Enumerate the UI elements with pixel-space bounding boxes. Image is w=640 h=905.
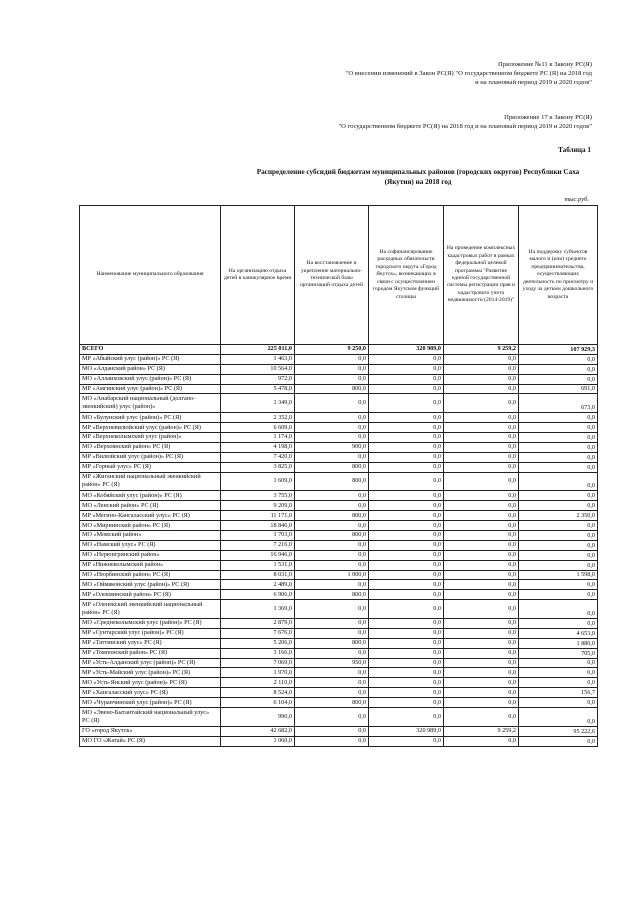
facility-restoration-cell: 0,0 [295, 550, 369, 560]
municipality-name-cell: МР «Таттинский улус» РС (Я) [80, 638, 221, 648]
capital-functions-cell: 0,0 [369, 590, 444, 600]
sme-childcare-cell: 0,0 [519, 501, 598, 511]
children-rest-cell: 972,0 [221, 374, 295, 384]
capital-functions-cell: 0,0 [369, 433, 444, 443]
table-row [80, 501, 598, 511]
children-rest-cell: 4 198,0 [221, 442, 295, 452]
table-row [80, 354, 598, 364]
municipality-name-cell: МР «Усть-Алданский улус (район)» РС (Я) [80, 658, 221, 668]
cadastral-works-cell: 0,0 [444, 658, 519, 668]
capital-functions-cell: 0,0 [369, 394, 444, 413]
facility-restoration-cell: 0,0 [295, 580, 369, 590]
header-line: Приложение №11 к Закону РС(Я) [498, 61, 592, 68]
capital-functions-cell: 0,0 [369, 423, 444, 433]
sme-childcare-cell: 0,0 [519, 540, 598, 550]
sme-childcare-cell: 691,0 [519, 384, 598, 394]
table-row [80, 560, 598, 570]
facility-restoration-cell: 800,0 [295, 590, 369, 600]
capital-functions-cell: 0,0 [369, 452, 444, 462]
cadastral-works-cell: 0,0 [444, 501, 519, 511]
appendix-17-header [338, 113, 592, 131]
cadastral-works-cell: 0,0 [444, 384, 519, 394]
facility-restoration-cell: 0,0 [295, 433, 369, 443]
sme-childcare-cell: 673,0 [519, 394, 598, 413]
children-rest-cell: 7 420,0 [221, 452, 295, 462]
table-row [80, 433, 598, 443]
facility-restoration-cell: 0,0 [295, 726, 369, 736]
children-rest-cell: 2 352,0 [221, 413, 295, 423]
facility-restoration-cell: 800,0 [295, 698, 369, 708]
municipality-name-cell: МО «Мирнинский район» РС (Я) [80, 521, 221, 531]
cadastral-works-cell: 0,0 [444, 521, 519, 531]
table-row [80, 580, 598, 590]
children-rest-cell: 2 879,0 [221, 618, 295, 628]
sme-childcare-cell: 0,0 [519, 354, 598, 364]
facility-restoration-cell: 800,0 [295, 472, 369, 491]
table-row [80, 618, 598, 628]
appendix-11-header [346, 60, 592, 87]
cadastral-works-cell: 0,0 [444, 628, 519, 638]
facility-restoration-cell: 800,0 [295, 511, 369, 521]
column-header-sme-childcare: На поддержку субъектов малого и (или) среднего предпринимательства, осуществляющих деятельность по присмотру и уходу за детьми дошкольного возраста [519, 206, 598, 345]
cadastral-works-cell: 0,0 [444, 618, 519, 628]
table-body [80, 345, 598, 747]
sme-childcare-cell: 0,0 [519, 472, 598, 491]
facility-restoration-cell: 0,0 [295, 491, 369, 501]
capital-functions-cell: 0,0 [369, 560, 444, 570]
cadastral-works-cell: 0,0 [444, 452, 519, 462]
sme-childcare-cell: 0,0 [519, 491, 598, 501]
cadastral-works-cell: 0,0 [444, 736, 519, 746]
column-header-facility-restoration: На восстановление и укрепление материально-технической базы организаций отдыха детей [295, 206, 369, 345]
children-rest-cell: 2 110,0 [221, 678, 295, 688]
capital-functions-cell: 0,0 [369, 698, 444, 708]
table-row [80, 472, 598, 491]
facility-restoration-cell: 950,0 [295, 658, 369, 668]
sme-childcare-cell: 0,0 [519, 550, 598, 560]
children-rest-cell: 10 564,0 [221, 364, 295, 374]
sme-childcare-cell: 0,0 [519, 442, 598, 452]
capital-functions-cell: 0,0 [369, 658, 444, 668]
children-rest-cell: 1 060,0 [221, 736, 295, 746]
facility-restoration-cell: 0,0 [295, 678, 369, 688]
total-row [80, 345, 598, 355]
cadastral-works-cell: 0,0 [444, 462, 519, 472]
table-row [80, 511, 598, 521]
facility-restoration-cell: 0,0 [295, 521, 369, 531]
capital-functions-cell: 0,0 [369, 540, 444, 550]
table-row [80, 442, 598, 452]
column-header-municipality: Наименование муниципального образования [80, 206, 221, 345]
capital-functions-cell: 0,0 [369, 442, 444, 452]
table-row [80, 736, 598, 746]
facility-restoration-cell: 0,0 [295, 423, 369, 433]
table-row [80, 540, 598, 550]
facility-restoration-cell: 0,0 [295, 600, 369, 619]
cadastral-works-cell: 0,0 [444, 540, 519, 550]
children-rest-cell: 1 703,0 [221, 530, 295, 540]
municipality-name-cell: МР «Вилюйский улус (район)» РС (Я) [80, 452, 221, 462]
municipality-name-cell: ГО «город Якутск» [80, 726, 221, 736]
children-rest-cell: 6 906,0 [221, 590, 295, 600]
facility-restoration-cell: 0,0 [295, 540, 369, 550]
table-row [80, 413, 598, 423]
capital-functions-cell: 0,0 [369, 374, 444, 384]
table-row [80, 600, 598, 619]
municipality-name-cell: МР «Нижнеколымский район» [80, 560, 221, 570]
facility-restoration-cell: 0,0 [295, 648, 369, 658]
children-rest-cell: 7 069,0 [221, 658, 295, 668]
unit-label: тыс.руб. [564, 196, 589, 203]
cadastral-works-cell: 0,0 [444, 668, 519, 678]
cadastral-works-cell: 0,0 [444, 708, 519, 727]
table-row [80, 628, 598, 638]
children-rest-cell: 3 166,0 [221, 648, 295, 658]
capital-functions-cell: 0,0 [369, 354, 444, 364]
cadastral-works-cell: 0,0 [444, 648, 519, 658]
sme-childcare-cell: 0,0 [519, 658, 598, 668]
children-rest-cell: 5 206,0 [221, 638, 295, 648]
table-row [80, 678, 598, 688]
facility-restoration-cell: 0,0 [295, 374, 369, 384]
sme-childcare-cell: 0,0 [519, 423, 598, 433]
municipality-name-cell: МР «Амгинский улус (район)» РС (Я) [80, 384, 221, 394]
facility-restoration-cell: 0,0 [295, 452, 369, 462]
header-line: "О государственном бюджете РС(Я) на 2018 год и на плановый период 2019 и 2020 годов" [338, 123, 592, 130]
children-rest-cell: 8 524,0 [221, 688, 295, 698]
municipality-name-cell: МО «Алданский район» РС (Я) [80, 364, 221, 374]
capital-functions-cell: 0,0 [369, 668, 444, 678]
cadastral-works-cell: 0,0 [444, 472, 519, 491]
sme-childcare-cell: 0,0 [519, 668, 598, 678]
facility-restoration-cell: 0,0 [295, 501, 369, 511]
sme-childcare-cell: 0,0 [519, 736, 598, 746]
cadastral-works-cell: 0,0 [444, 423, 519, 433]
municipality-name-cell: МР «Жиганский национальный эвенкийский район» РС (Я) [80, 472, 221, 491]
municipality-name-cell: МР «Томпонский район» РС (Я) [80, 648, 221, 658]
header-line: и на плановый период 2019 и 2020 годов" [475, 79, 592, 86]
capital-functions-cell: 0,0 [369, 648, 444, 658]
cadastral-works-cell: 0,0 [444, 433, 519, 443]
facility-restoration-cell: 0,0 [295, 618, 369, 628]
municipality-name-cell: МР «Горный улус» РС (Я) [80, 462, 221, 472]
capital-functions-cell: 0,0 [369, 511, 444, 521]
table-row [80, 462, 598, 472]
document-title [236, 167, 600, 187]
children-rest-cell: 8 031,0 [221, 570, 295, 580]
children-rest-cell: 9 209,0 [221, 501, 295, 511]
sme-childcare-cell: 95 222,6 [519, 726, 598, 736]
sme-childcare-cell: 0,0 [519, 521, 598, 531]
municipality-name-cell: МО «Чурапчинский улус (район)» РС (Я) [80, 698, 221, 708]
table-row [80, 364, 598, 374]
municipality-name-cell: МР «Усть-Майский улус (район)» РС (Я) [80, 668, 221, 678]
municipality-name-cell: МО «Оймяконский улус (район)» РС (Я) [80, 580, 221, 590]
cadastral-works-cell: 0,0 [444, 698, 519, 708]
cadastral-works-cell: 0,0 [444, 413, 519, 423]
table-row [80, 688, 598, 698]
cadastral-works-cell: 0,0 [444, 580, 519, 590]
children-rest-cell: 5 478,0 [221, 384, 295, 394]
children-rest-cell: 225 011,0 [221, 345, 295, 355]
capital-functions-cell: 0,0 [369, 678, 444, 688]
header-line: "О внесении изменений в Закон РС(Я) "О государственном бюджете РС (Я) на 2018 год [345, 70, 592, 77]
children-rest-cell: 1 609,0 [221, 472, 295, 491]
municipality-name-cell: МР «Хангаласский улус» РС (Я) [80, 688, 221, 698]
children-rest-cell: 2 489,0 [221, 580, 295, 590]
title-line: (Якутия) на 2018 год [384, 178, 452, 186]
sme-childcare-cell: 0,0 [519, 580, 598, 590]
table-row [80, 648, 598, 658]
facility-restoration-cell: 800,0 [295, 638, 369, 648]
children-rest-cell: 3 825,0 [221, 462, 295, 472]
cadastral-works-cell: 0,0 [444, 638, 519, 648]
table-row [80, 423, 598, 433]
children-rest-cell: 7 216,0 [221, 540, 295, 550]
sme-childcare-cell: 0,0 [519, 708, 598, 727]
table-row [80, 550, 598, 560]
children-rest-cell: 7 676,0 [221, 628, 295, 638]
capital-functions-cell: 0,0 [369, 462, 444, 472]
capital-functions-cell: 0,0 [369, 618, 444, 628]
municipality-name-cell: МР «Мегино-Кангаласский улус» РС (Я) [80, 511, 221, 521]
cadastral-works-cell: 0,0 [444, 688, 519, 698]
capital-functions-cell: 0,0 [369, 600, 444, 619]
municipality-name-cell: МР «Сунтарский улус (район)» РС (Я) [80, 628, 221, 638]
capital-functions-cell: 0,0 [369, 364, 444, 374]
cadastral-works-cell: 0,0 [444, 491, 519, 501]
column-header-cadastral-works: На проведение комплексных кадастровых работ в рамках федеральной целевой программы "Развитие единой государственной системы регистрации прав и кадастрового учета недвижимости (2014-2019)" [444, 206, 519, 345]
capital-functions-cell: 0,0 [369, 530, 444, 540]
cadastral-works-cell: 0,0 [444, 570, 519, 580]
children-rest-cell: 11 171,0 [221, 511, 295, 521]
facility-restoration-cell: 1 000,0 [295, 570, 369, 580]
facility-restoration-cell: 0,0 [295, 560, 369, 570]
facility-restoration-cell: 9 250,0 [295, 345, 369, 355]
sme-childcare-cell: 0,0 [519, 698, 598, 708]
sme-childcare-cell: 0,0 [519, 433, 598, 443]
table-row [80, 394, 598, 413]
municipality-name-cell: МО «Ленский район» РС (Я) [80, 501, 221, 511]
municipality-name-cell: МР «Олекминский район» РС (Я) [80, 590, 221, 600]
children-rest-cell: 42 682,0 [221, 726, 295, 736]
cadastral-works-cell: 0,0 [444, 442, 519, 452]
capital-functions-cell: 0,0 [369, 570, 444, 580]
column-header-children-rest: На организацию отдыха детей в каникулярное время [221, 206, 295, 345]
municipality-name-cell: МО «Булунский улус (район)» РС (Я) [80, 413, 221, 423]
table-row [80, 726, 598, 736]
capital-functions-cell: 0,0 [369, 688, 444, 698]
cadastral-works-cell: 0,0 [444, 560, 519, 570]
children-rest-cell: 990,0 [221, 708, 295, 727]
capital-functions-cell: 0,0 [369, 521, 444, 531]
capital-functions-cell: 0,0 [369, 628, 444, 638]
facility-restoration-cell: 0,0 [295, 708, 369, 727]
children-rest-cell: 1 369,0 [221, 600, 295, 619]
capital-functions-cell: 320 989,0 [369, 345, 444, 355]
sme-childcare-cell: 0,0 [519, 364, 598, 374]
cadastral-works-cell: 9 259,2 [444, 345, 519, 355]
sme-childcare-cell: 0,0 [519, 462, 598, 472]
children-rest-cell: 1 349,0 [221, 394, 295, 413]
sme-childcare-cell: 0,0 [519, 413, 598, 423]
facility-restoration-cell: 0,0 [295, 688, 369, 698]
municipality-name-cell: МР «Верхнеколымский улус (район)» [80, 433, 221, 443]
children-rest-cell: 6 104,0 [221, 698, 295, 708]
sme-childcare-cell: 0,0 [519, 678, 598, 688]
capital-functions-cell: 0,0 [369, 472, 444, 491]
municipality-name-cell: МО «Нюрбинский район» РС (Я) [80, 570, 221, 580]
capital-functions-cell: 0,0 [369, 708, 444, 727]
table-row [80, 491, 598, 501]
cadastral-works-cell: 0,0 [444, 550, 519, 560]
sme-childcare-cell: 0,0 [519, 600, 598, 619]
table-row [80, 452, 598, 462]
cadastral-works-cell: 0,0 [444, 394, 519, 413]
sme-childcare-cell: 1 598,0 [519, 570, 598, 580]
municipality-name-cell: МО «Среднеколымский улус (район)» РС (Я) [80, 618, 221, 628]
sme-childcare-cell: 107 929,3 [519, 345, 598, 355]
sme-childcare-cell: 0,0 [519, 618, 598, 628]
table-row [80, 590, 598, 600]
capital-functions-cell: 0,0 [369, 736, 444, 746]
municipality-name-cell: МО «Эвено-Бытантайский национальный улус» РС (Я) [80, 708, 221, 727]
facility-restoration-cell: 800,0 [295, 384, 369, 394]
capital-functions-cell: 0,0 [369, 384, 444, 394]
municipality-name-cell: МО «Момский район» [80, 530, 221, 540]
sme-childcare-cell: 0,0 [519, 560, 598, 570]
facility-restoration-cell: 0,0 [295, 394, 369, 413]
facility-restoration-cell: 800,0 [295, 462, 369, 472]
sme-childcare-cell: 0,0 [519, 530, 598, 540]
facility-restoration-cell: 0,0 [295, 628, 369, 638]
cadastral-works-cell: 0,0 [444, 364, 519, 374]
cadastral-works-cell: 9 259,2 [444, 726, 519, 736]
children-rest-cell: 18 846,0 [221, 521, 295, 531]
capital-functions-cell: 0,0 [369, 638, 444, 648]
sme-childcare-cell: 2 350,0 [519, 511, 598, 521]
table-row [80, 530, 598, 540]
municipality-name-cell: МО «Верхоянский район» РС (Я) [80, 442, 221, 452]
sme-childcare-cell: 0,0 [519, 374, 598, 384]
capital-functions-cell: 0,0 [369, 501, 444, 511]
table-row [80, 668, 598, 678]
cadastral-works-cell: 0,0 [444, 590, 519, 600]
capital-functions-cell: 0,0 [369, 413, 444, 423]
children-rest-cell: 16 946,0 [221, 550, 295, 560]
municipality-name-cell: МО «Намский улус» РС (Я) [80, 540, 221, 550]
sme-childcare-cell: 156,7 [519, 688, 598, 698]
column-header-capital-functions: На софинансирование расходных обязательств городского округа «Город Якутск», возникающих в связи с осуществлением городом Якутском функций столицы [369, 206, 444, 345]
facility-restoration-cell: 0,0 [295, 668, 369, 678]
capital-functions-cell: 0,0 [369, 580, 444, 590]
capital-functions-cell: 0,0 [369, 550, 444, 560]
children-rest-cell: 3 755,0 [221, 491, 295, 501]
subsidy-table [79, 205, 598, 747]
facility-restoration-cell: 0,0 [295, 413, 369, 423]
table-row [80, 570, 598, 580]
cadastral-works-cell: 0,0 [444, 511, 519, 521]
table-header-row [80, 206, 598, 345]
municipality-name-cell: МР «Оленекский эвенкийский национальный район» РС (Я) [80, 600, 221, 619]
cadastral-works-cell: 0,0 [444, 354, 519, 364]
header-line: Приложение 17 к Закону РС(Я) [504, 114, 592, 121]
children-rest-cell: 1 970,0 [221, 668, 295, 678]
facility-restoration-cell: 0,0 [295, 736, 369, 746]
table-row [80, 384, 598, 394]
table-row [80, 374, 598, 384]
table-row [80, 708, 598, 727]
sme-childcare-cell: 0,0 [519, 452, 598, 462]
capital-functions-cell: 320 989,0 [369, 726, 444, 736]
municipality-name-cell: МО «Кобяйский улус (район)» РС (Я) [80, 491, 221, 501]
table-row [80, 638, 598, 648]
sme-childcare-cell: 705,0 [519, 648, 598, 658]
children-rest-cell: 1 531,0 [221, 560, 295, 570]
municipality-name-cell: МО ГО «Жатай» РС (Я) [80, 736, 221, 746]
municipality-name-cell: МО «Анабарский национальный (долгано-эвенкийский) улус (район)» [80, 394, 221, 413]
cadastral-works-cell: 0,0 [444, 530, 519, 540]
cadastral-works-cell: 0,0 [444, 600, 519, 619]
table-row [80, 698, 598, 708]
cadastral-works-cell: 0,0 [444, 678, 519, 688]
municipality-name-cell: МО «Нерюнгринский район» [80, 550, 221, 560]
cadastral-works-cell: 0,0 [444, 374, 519, 384]
facility-restoration-cell: 900,0 [295, 442, 369, 452]
title-line: Распределение субсидий бюджетам муниципальных районов (городских округов) Республики Саха [256, 168, 580, 176]
municipality-name-cell: МО «Аллаиховский улус (район)» РС (Я) [80, 374, 221, 384]
children-rest-cell: 1 174,0 [221, 433, 295, 443]
sme-childcare-cell: 0,0 [519, 590, 598, 600]
children-rest-cell: 6 609,0 [221, 423, 295, 433]
capital-functions-cell: 0,0 [369, 491, 444, 501]
table-label: Таблица 1 [558, 146, 591, 154]
municipality-name-cell: МО «Усть-Янский улус (район)» РС (Я) [80, 678, 221, 688]
facility-restoration-cell: 0,0 [295, 364, 369, 374]
municipality-name-cell: МР «Верхневилюйский улус (район)» РС (Я) [80, 423, 221, 433]
facility-restoration-cell: 0,0 [295, 354, 369, 364]
table-row [80, 658, 598, 668]
children-rest-cell: 1 463,0 [221, 354, 295, 364]
municipality-name-cell: МР «Абыйский улус (район)» РС (Я) [80, 354, 221, 364]
sme-childcare-cell: 4 653,0 [519, 628, 598, 638]
municipality-name-cell: ВСЕГО [80, 345, 221, 355]
facility-restoration-cell: 800,0 [295, 530, 369, 540]
table-row [80, 521, 598, 531]
sme-childcare-cell: 1 880,0 [519, 638, 598, 648]
